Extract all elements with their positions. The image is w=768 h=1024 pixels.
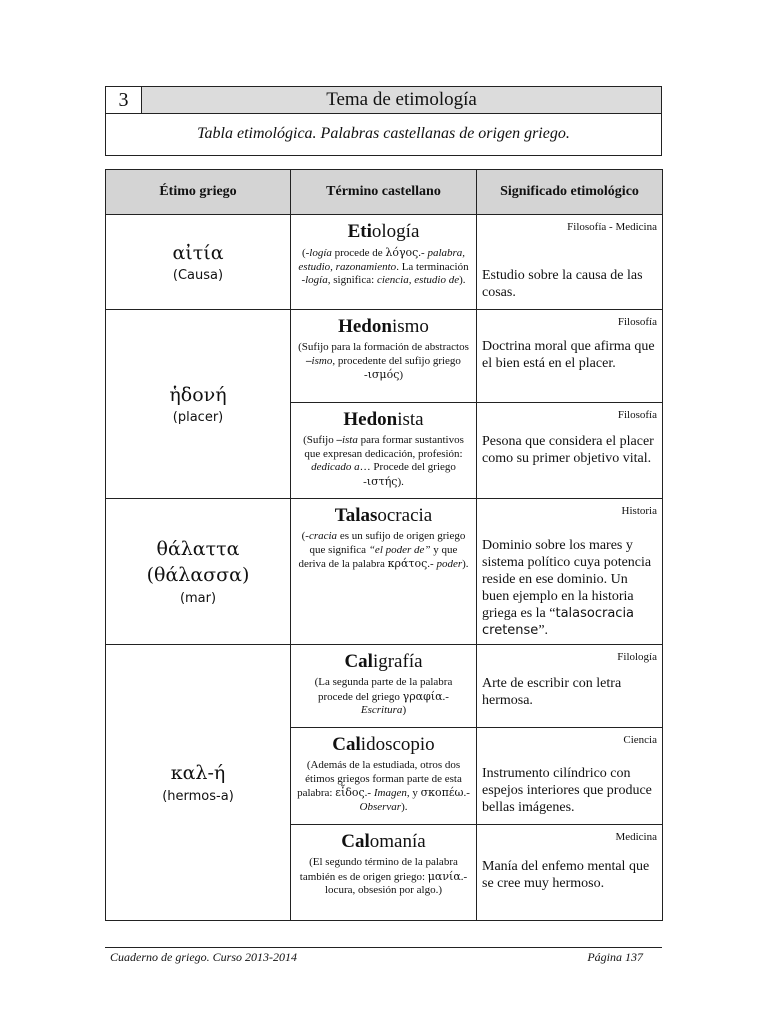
term-root: Talas bbox=[334, 505, 378, 526]
topic-number: 3 bbox=[106, 87, 142, 113]
term-word bbox=[297, 221, 470, 243]
term-note: (Sufijo –ista para formar sustantivos que expresan dedicación, profesión: dedicado a… Procede del griego -ιστής). bbox=[303, 434, 464, 488]
term-word bbox=[297, 651, 470, 673]
term-note: (El segundo término de la palabra también es de origen griego: μανία.- locura, obsesión por algo.) bbox=[299, 856, 468, 896]
col-header-term: Término castellano bbox=[291, 170, 477, 215]
greek-etymon: αἰτία bbox=[172, 241, 224, 264]
term-ending: igrafía bbox=[372, 651, 423, 672]
table-row bbox=[106, 499, 663, 645]
term-root: Hedon bbox=[338, 316, 392, 337]
definition-text: Manía del enfemo mental que se cree muy hermoso. bbox=[482, 859, 650, 891]
definition-text: Arte de escribir con letra hermosa. bbox=[482, 676, 622, 708]
meaning-cell bbox=[477, 215, 663, 310]
term-root: Cal bbox=[344, 651, 373, 672]
term-word bbox=[297, 505, 470, 527]
etymon-cell bbox=[106, 310, 291, 499]
meaning-cell bbox=[477, 825, 663, 921]
field-label: Filosofía bbox=[617, 316, 657, 328]
term-word bbox=[297, 734, 470, 756]
term-note: (Sufijo para la formación de abstractos –ismo, procedente del sufijo griego -ισμός) bbox=[298, 341, 469, 381]
etymon-cell bbox=[106, 215, 291, 310]
field-label: Filosofía - Medicina bbox=[567, 221, 657, 233]
term-root: Eti bbox=[347, 221, 372, 242]
definition-text: Pesona que considera el placer como su primer objetivo vital. bbox=[482, 434, 654, 466]
footer-page: Página 137 bbox=[587, 950, 643, 964]
meaning-cell bbox=[477, 499, 663, 645]
term-note: (-logía procede de λόγος.- palabra, estudio, razonamiento. La terminación -logía, significa: ciencia, estudio de). bbox=[298, 246, 469, 286]
field-label: Medicina bbox=[615, 831, 657, 843]
footer-left: Cuaderno de griego. Curso 2013-2014 bbox=[110, 950, 297, 964]
etymon-cell bbox=[106, 499, 291, 645]
greek-etymon-variant: (θάλασσα) bbox=[146, 564, 250, 586]
term-ending: ología bbox=[371, 221, 420, 242]
term-cell bbox=[291, 403, 477, 499]
etymon-gloss: (mar) bbox=[179, 590, 217, 606]
definition-text: Dominio sobre los mares y sistema político cuya potencia reside en ese dominio. Un buen ejemplo en la historia griega es la “talasocracia cretense”. bbox=[482, 538, 652, 638]
table-row bbox=[106, 310, 663, 403]
greek-etymon: καλ-ή bbox=[170, 762, 226, 785]
term-root: Hedon bbox=[343, 409, 398, 430]
etymology-table bbox=[105, 169, 663, 921]
topic-title: Tema de etimología bbox=[326, 89, 477, 110]
table-row bbox=[106, 215, 663, 310]
field-label: Ciencia bbox=[623, 734, 657, 746]
definition-text: Estudio sobre la causa de las cosas. bbox=[482, 268, 643, 300]
col-header-meaning: Significado etimológico bbox=[477, 170, 663, 215]
term-word bbox=[297, 316, 470, 338]
col-header-etymon: Étimo griego bbox=[106, 170, 291, 215]
table-row bbox=[106, 645, 663, 728]
term-ending: ocracia bbox=[377, 505, 433, 526]
term-note: (La segunda parte de la palabra procede del griego γραφία.- Escritura) bbox=[314, 676, 453, 716]
term-ending: idoscopio bbox=[360, 734, 435, 755]
term-cell bbox=[291, 499, 477, 645]
definition-text: Doctrina moral que afirma que el bien está en el placer. bbox=[482, 339, 655, 371]
term-word bbox=[297, 409, 470, 431]
etymon-cell bbox=[106, 645, 291, 921]
field-label: Historia bbox=[621, 505, 657, 517]
term-word bbox=[297, 831, 470, 853]
term-cell bbox=[291, 825, 477, 921]
term-cell bbox=[291, 310, 477, 403]
term-ending: ista bbox=[397, 409, 424, 430]
header-box bbox=[105, 86, 662, 156]
etymon-gloss: (placer) bbox=[172, 410, 224, 426]
etymon-gloss: (Causa) bbox=[172, 268, 224, 284]
field-label: Filología bbox=[617, 651, 657, 663]
greek-etymon: θάλαττα bbox=[156, 538, 240, 561]
term-cell bbox=[291, 215, 477, 310]
term-cell bbox=[291, 645, 477, 728]
meaning-cell bbox=[477, 403, 663, 499]
term-ending: omanía bbox=[369, 831, 426, 852]
term-root: Cal bbox=[341, 831, 370, 852]
etymon-gloss: (hermos-a) bbox=[162, 788, 234, 804]
meaning-cell bbox=[477, 728, 663, 825]
header-row bbox=[106, 87, 661, 114]
term-cell bbox=[291, 728, 477, 825]
definition-text: Instrumento cilíndrico con espejos interiores que produce bellas imágenes. bbox=[482, 766, 652, 815]
meaning-cell bbox=[477, 310, 663, 403]
term-ending: ismo bbox=[391, 316, 429, 337]
term-note: (-cracia es un sufijo de origen griego que significa “el poder de” y que deriva de la palabra κράτος.- poder). bbox=[298, 530, 469, 570]
greek-etymon: ἡδονή bbox=[169, 383, 227, 406]
term-note: (Además de la estudiada, otros dos étimos griegos forman parte de esta palabra: εἶδος.- Imagen, y σκοπέω.- Observar). bbox=[297, 759, 470, 813]
field-label: Filosofía bbox=[617, 409, 657, 421]
topic-subtitle: Tabla etimológica. Palabras castellanas de origen griego. bbox=[197, 125, 570, 142]
footer-rule bbox=[105, 947, 662, 948]
term-root: Cal bbox=[332, 734, 361, 755]
meaning-cell bbox=[477, 645, 663, 728]
table-header-row bbox=[106, 170, 663, 215]
